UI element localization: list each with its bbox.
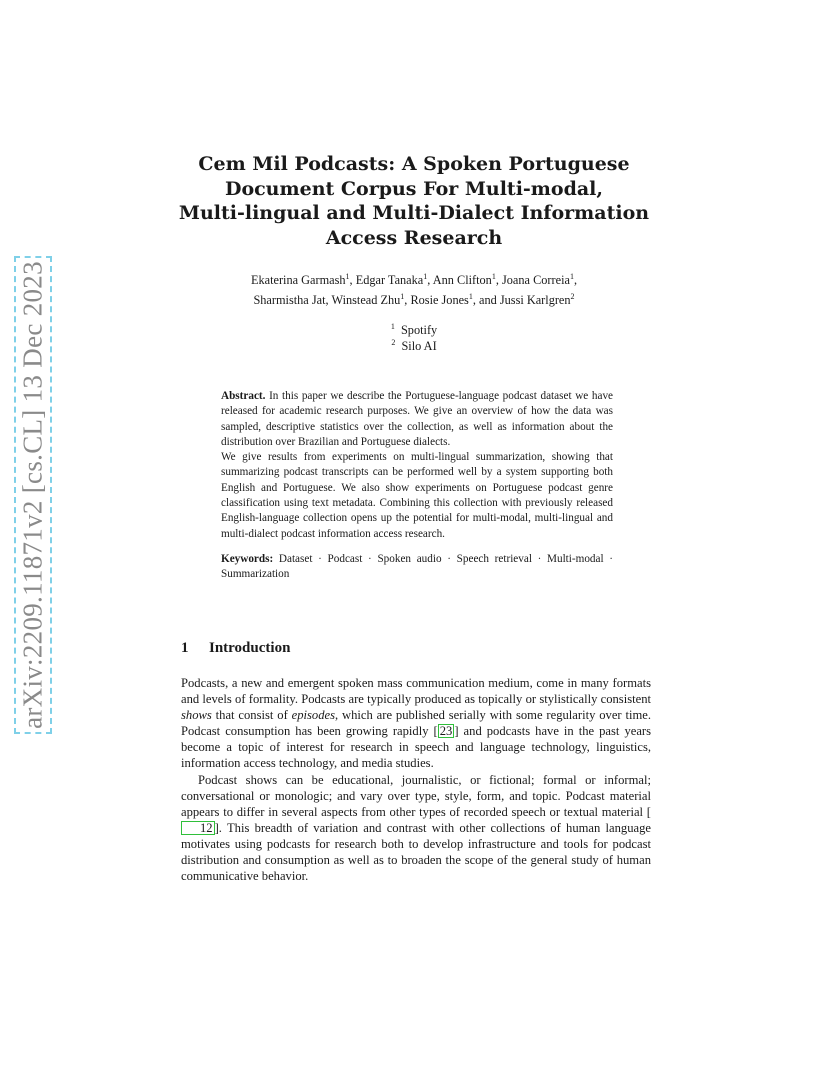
affiliation: $^2$ Silo AI — [391, 338, 437, 353]
author-name: Jussi Karlgren — [499, 293, 571, 307]
title-line: Multi-lingual and Multi-Dialect Information — [178, 202, 650, 224]
author-name: Rosie Jones — [410, 293, 469, 307]
affiliation: $^1$ Spotify — [390, 322, 438, 337]
author-name: Sharmistha Jat — [253, 293, 326, 307]
author-name: Joana Correia — [502, 273, 570, 287]
author-name: Edgar Tanaka — [355, 273, 424, 287]
author-list — [160, 270, 668, 310]
keywords-label: Keywords: — [221, 552, 274, 565]
abstract-paragraph: We give results from experiments on multi-lingual summarization, showing that summarizing podcast transcripts can be performed well by a system supporting both English and Portuguese. We also show experiments on Portuguese podcast genre classification using text metadata. Combining this collection with previously released English-language collection opens up the potential for multi-modal, multi-lingual and multi-dialect podcast information access research. — [221, 451, 613, 540]
paper-title — [160, 152, 668, 250]
abstract-paragraph: Abstract. In this paper we describe the Portuguese-language podcast dataset we have released for academic research purposes. We give an overview of how the data was sampled, descriptive statistics over the collection, as well as information about the distribution over Brazilian and Portuguese dialects. — [221, 390, 614, 448]
affiliation-list — [160, 322, 668, 354]
author-line-1: Ekaterina Garmash$^1$, Edgar Tanaka$^1$, Ann Clifton$^1$, Joana Correia$^1$, — [250, 272, 578, 287]
title-line: Document Corpus For Multi-modal, — [224, 177, 604, 200]
citation-link[interactable]: 12 — [181, 821, 215, 835]
keywords: Keywords: Dataset · Podcast · Spoken audio · Speech retrieval · Multi-modal · Summarization — [221, 552, 614, 581]
author-line-2: Sharmistha Jat, Winstead Zhu$^1$, Rosie Jones$^1$, and Jussi Karlgren$^2$ — [253, 292, 575, 307]
title-line: Cem Mil Podcasts: A Spoken Portuguese — [198, 153, 630, 175]
author-name: Ann Clifton — [432, 273, 492, 287]
title-line: Access Research — [325, 226, 503, 249]
section-number: 1 — [181, 640, 189, 656]
body-paragraph: Podcasts, a new and emergent spoken mass communication medium, come in many formats and levels of formality. Podcasts are typically produced as topically or stylistically consistent shows that consist of episodes, which are published serially with some regularity over time. Podcast consumption has been growing rapidly [ 23 ] and podcasts have in the past years become a topic of interest for research in speech and language technology, linguistics, information access technology, and media studies. — [181, 676, 652, 771]
section-title: Introduction — [209, 640, 291, 656]
abstract-label: Abstract. — [221, 390, 266, 402]
citation-link[interactable]: 23 — [439, 724, 453, 739]
body-paragraph: Podcast shows can be educational, journalistic, or fictional; formal or informal; conversational or monologic; and vary over type, style, form, and topic. Podcast material appears to differ in several aspects from other types of recorded speech or textual material [12 ]. This breadth of variation and contrast with other collections of human language motivates using podcasts for research both to develop infrastructure and tools for podcast distribution and consumption as well as to broaden the scope of the general study of human communicative behavior. — [181, 772, 651, 884]
arxiv-identifier[interactable]: arXiv:2209.11871v2 [cs.CL] 13 Dec 2023 — [17, 261, 48, 729]
author-name: Winstead Zhu — [331, 293, 401, 307]
body-text — [181, 675, 651, 884]
section-heading — [181, 640, 290, 657]
abstract — [221, 389, 613, 583]
author-name: Ekaterina Garmash — [250, 273, 346, 287]
